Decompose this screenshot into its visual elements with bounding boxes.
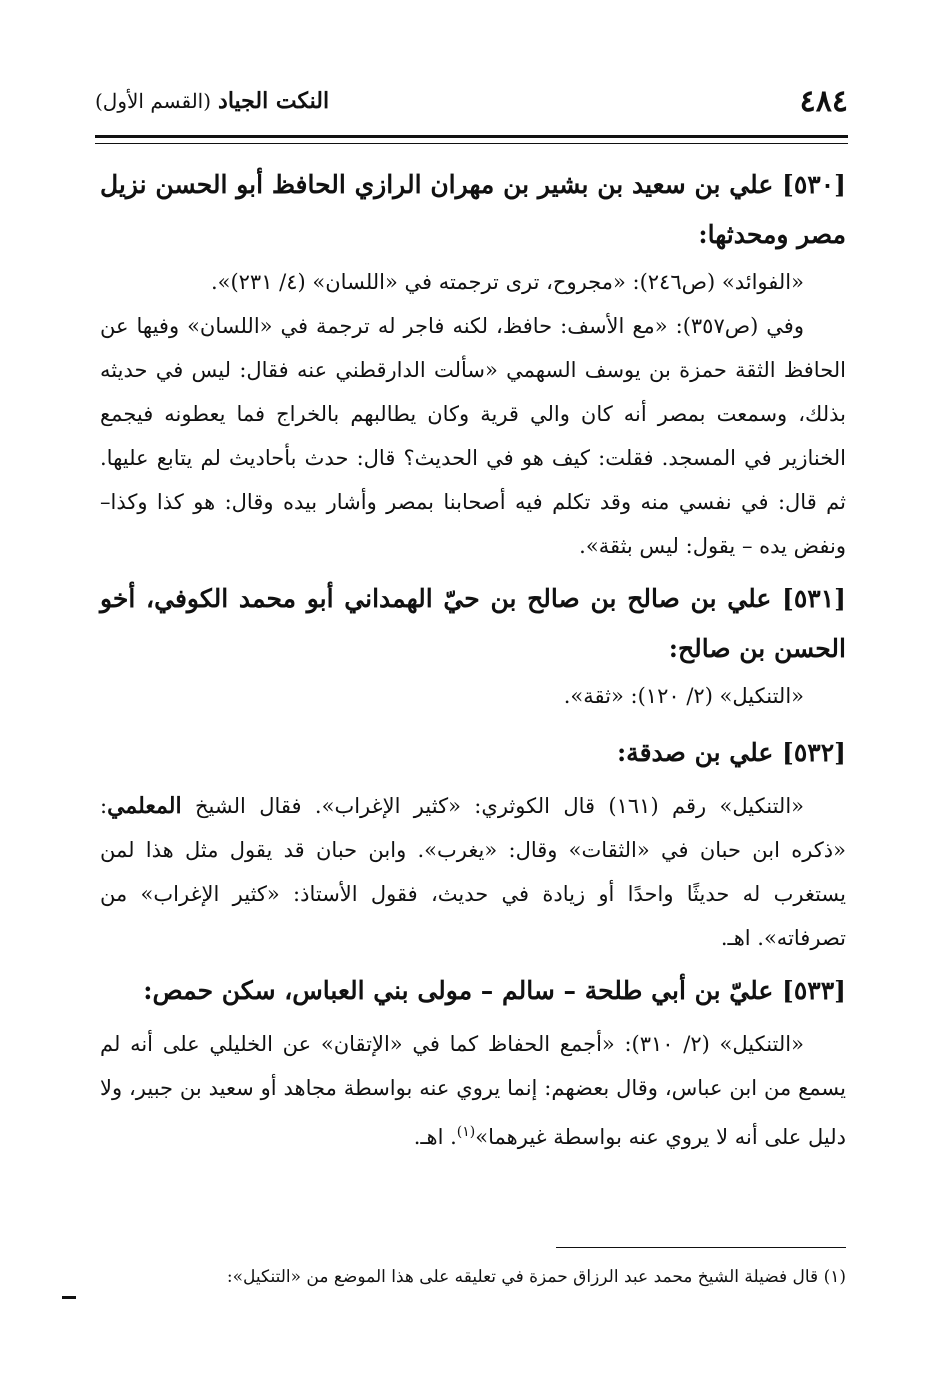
header-rule-thin — [95, 143, 848, 144]
header-rule-thick — [95, 135, 848, 138]
entry-heading-533: [٥٣٣] عليّ بن أبي طلحة – سالم – مولى بني العباس، سكن حمص: — [143, 976, 846, 1005]
footnote-separator — [556, 1247, 846, 1248]
entry-heading-531: [٥٣١] علي بن صالح بن صالح بن حيّ الهمداني أبو محمد الكوفي، أخو الحسن بن صالح: — [100, 584, 846, 663]
entry-heading-530: [٥٣٠] علي بن سعيد بن بشير بن مهران الرازي الحافظ أبو الحسن نزيل مصر ومحدثها: — [100, 170, 846, 249]
book-title-main: النكت الجياد — [218, 88, 330, 114]
entry-533-paragraph-1 — [100, 1022, 846, 1159]
entry-533-text-a: «التنكيل» (٢/ ٣١٠): «أجمع الحفاظ كما في «الإتقان» عن الخليلي على أنه لم يسمع من ابن عباس، وقال بعضهم: إنما يروي عنه بواسطة مجاهد أو سعيد بن جبير، ولا دليل على أنه لا يروي عنه بواسطة غيرهما» — [100, 1032, 846, 1149]
page-number: ٤٨٤ — [799, 84, 848, 119]
book-title — [95, 88, 329, 114]
entry-532-text-a: «التنكيل» رقم (١٦١) قال الكوثري: «كثير الإغراب». فقال الشيخ — [181, 794, 805, 818]
footnote-reference[interactable]: (١) — [456, 1124, 476, 1140]
running-header — [95, 82, 848, 126]
entry-530-paragraph-1: «الفوائد» (ص٢٤٦): «مجروح، ترى ترجمته في «اللسان» (٤/ ٢٣١)». — [210, 270, 804, 294]
page-body — [100, 160, 846, 1159]
footnote-1: (١) قال فضيلة الشيخ محمد عبد الرزاق حمزة في تعليقه على هذا الموضع من «التنكيل»: — [226, 1267, 846, 1287]
entry-532-text-b: : «ذكره ابن حبان في «الثقات» وقال: «يغرب». وابن حبان قد يقول مثل هذا لمن يستغرب له حديثًا واحدًا أو زيادة في حديث، فقول الأستاذ: «كثير الإغراب» من تصرفاته». اهـ. — [100, 794, 846, 950]
book-part: (القسم الأول) — [95, 89, 212, 113]
entry-530-paragraph-2: وفي (ص٣٥٧): «مع الأسف: حافظ، لكنه فاجر له ترجمة في «اللسان» وفيها عن الحافظ الثقة حمزة بن يوسف السهمي «سألت الدارقطني عنه فقال: ليس في حديثه بذلك، وسمعت بمصر أنه كان والي قرية وكان يطالبهم بالخراج فما يعطونه فيجمع الخنازير في المسجد. فقلت: كيف هو في الحديث؟ قال: حدث بأحاديث لم يتابع عليها. ثم قال: في نفسي منه وقد تكلم فيه أصحابنا بمصر وأشار بيده وقال: هو كذا وكذا– ونفض يده – يقول: ليس بثقة». — [100, 314, 846, 558]
entry-heading-532: [٥٣٢] علي بن صدقة: — [616, 738, 846, 767]
entry-533-text-b: . اهـ. — [413, 1125, 457, 1149]
margin-mark — [62, 1296, 76, 1299]
entry-532-author: المعلمي — [107, 793, 182, 819]
entry-531-paragraph-1: «التنكيل» (٢/ ١٢٠): «ثقة». — [563, 684, 804, 708]
entry-532-paragraph-1 — [100, 784, 846, 960]
